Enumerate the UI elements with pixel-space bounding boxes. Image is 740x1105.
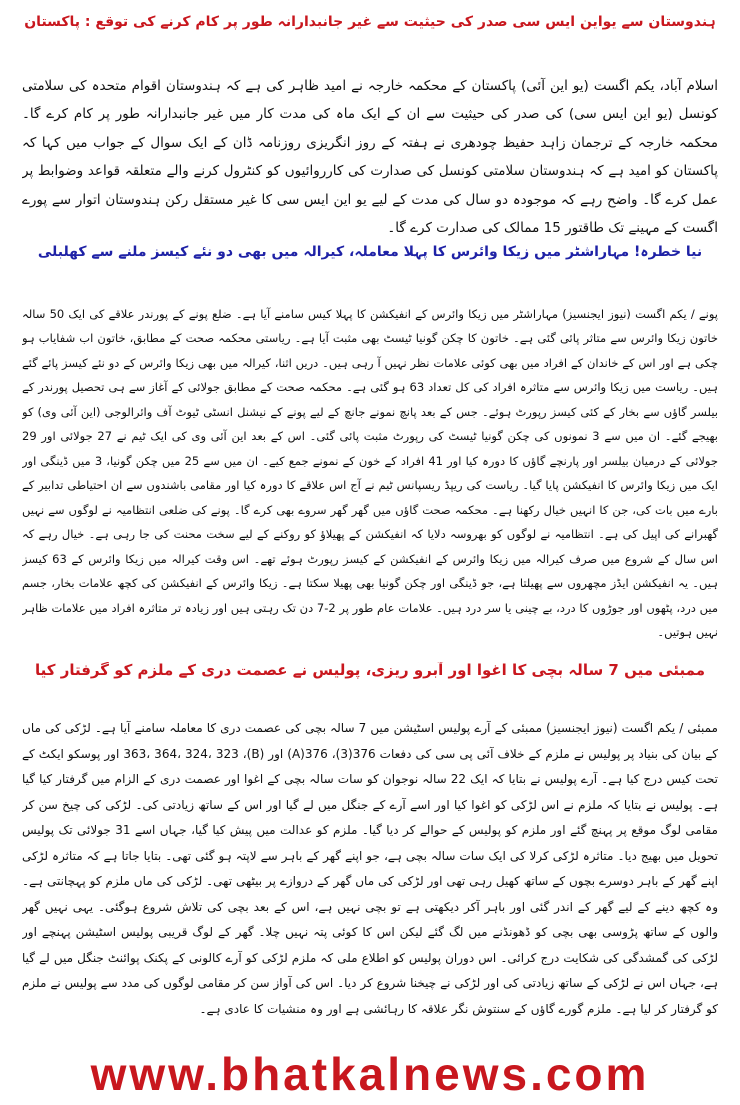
headline-zika-virus: نیا خطرہ! مہاراشٹر میں زیکا وائرس کا پہلا معاملہ، کیرالہ میں بھی دو نئے کیسز ملنے سے کھلبلی [37,245,703,261]
headline-pakistan-unsc: ہندوستان سے یواین ایس سی صدر کی حیثیت سے غیر جانبدارانہ طور پر کام کرنے کی توقع : پاکستان [24,15,716,31]
site-url-footer[interactable]: www.bhatkalnews.com [90,1048,650,1100]
article-body-mumbai-arrest: ممبئی / یکم اگست (نیوز ایجنسیز) ممبئی کے آرے پولیس اسٹیشن میں 7 سالہ بچی کی عصمت دری کا معاملہ سامنے آیا ہے۔ لڑکی کی ماں کے بیان کی بنیاد پر پولیس نے ملزم کے خلاف آئی پی سی کی دفعات 376(3)، 376(A) اور (B)، 363، 364، 324، 323 اور پوسکو ایکٹ کے تحت کیس درج کیا ہے۔ آرے پولیس نے بتایا کہ ایک 22 سالہ نوجوان کو سات سالہ بچی کے اغوا اور عصمت دری کے الزام میں گرفتار کیا گیا ہے۔ پولیس نے بتایا کہ ملزم نے اس لڑکی کو اغوا کیا اور اسے آرے کے جنگل میں لے گیا اور اس کے ساتھ زیادتی کی۔ لڑکی کی چیخ سن کر مقامی لوگ موقع پر پہنچ گئے اور ملزم کو پولیس کے حوالے کر دیا گیا۔ ملزم کو عدالت میں پیش کیا گیا، جہاں اسے 31 جولائی تک پولیس تحویل میں بھیج دیا۔ متاثرہ لڑکی کرلا کی ایک سات سالہ بچی ہے، جو اپنے گھر کے باہر سے لاپتہ ہو گئی تھی۔ بتایا جاتا ہے کہ متاثرہ لڑکی اپنے گھر کے باہر دوسرے بچوں کے ساتھ کھیل رہی تھی اور لڑکی کی ماں گھر کے دروازے پر بیٹھی تھی۔ لڑکی کی ماں ملزم کو پہچانتی ہے۔ وہ کچھ دینے کے لیے گھر کے اندر گئی اور باہر آکر دیکھتی ہے تو بچی نہیں ہے، اس کے بعد بچی کی تلاش شروع ہوگئی۔ یہی نہیں گھر والوں کے ساتھ پڑوسی بھی بچی کو ڈھونڈنے میں لگ گئے لیکن اس کا کوئی پتہ نہیں چلا۔ گھر کے لوگ قریبی پولیس اسٹیشن پہنچے اور لڑکی کی گمشدگی کی شکایت درج کرائی۔ اس دوران پولیس کو اطلاع ملی کہ ملزم لڑکی کو آرے کالونی کے پکنک پوائنٹ جنگل میں لے گیا ہے، جہاں اس نے لڑکی کے ساتھ زیادتی کی اور لڑکی نے چیخنا شروع کر دیا۔ اس کی آواز سن کر مقامی لوگوں کی مدد سے پولیس نے ملزم کو گرفتار کر لیا ہے۔ ملزم گورے گاؤں کے سنتوش نگر علاقہ کا رہائشی ہے اور وہ منشیات کا عادی ہے۔ [22,721,718,1016]
article-body-zika-virus: پونے / یکم اگست (نیوز ایجنسیز) مہاراشٹر میں زیکا وائرس کے انفیکشن کا پہلا کیس سامنے آیا ہے۔ ضلع پونے کے پورندر علاقے کی ایک 50 سالہ خاتون زیکا وائرس سے متاثر پائی گئی ہے۔ خاتون کا چکن گونیا ٹیسٹ بھی مثبت آیا ہے۔ ریاستی محکمہ صحت کے مطابق، خاتون اب شفایاب ہو چکی ہے اور اس کے خاندان کے افراد میں بھی کوئی علامات نظر نہیں آ رہی ہیں۔ دریں اثنا، کیرالہ میں بھی زیکا وائرس کے دو نئے کیسز پائے گئے ہیں۔ ریاست میں زیکا وائرس سے متاثرہ افراد کی کل تعداد 63 ہو گئی ہے۔ محکمہ صحت کے مطابق جولائی کے آغاز سے ہی تحصیل پورندر کے بیلسر گاؤں سے بخار کے کئی کیسز رپورٹ ہوئے۔ جس کے بعد پانچ نمونے جانچ کے لیے پونے کے نیشنل انسٹی ٹیوٹ آف وائرالوجی (این آئی وی) کو بھیجے گئے۔ ان میں سے 3 نمونوں کی چکن گونیا ٹیسٹ کی رپورٹ مثبت پائی گئی۔ اس کے بعد این آئی وی کی ایک ٹیم نے 27 جولائی اور 29 جولائی کے درمیان بیلسر اور پارنچے گاؤں کا دورہ کیا اور 41 افراد کے خون کے نمونے جمع کیے۔ ان میں سے 25 میں چکن گونیا، 3 میں ڈینگی اور ایک میں زیکا وائرس کا انفیکشن پایا گیا۔ ریاست کی ریپڈ ریسپانس ٹیم نے آج اس علاقے کا دورہ کیا اور مقامی باشندوں سے ان احتیاطی تدابیر کے بارے میں بات کی، جن کا انہیں خیال رکھنا ہے۔ محکمہ صحت گاؤں میں گھر گھر سروے بھی کرے گا۔ پونے کی ضلعی انتظامیہ نے لوگوں سے نہیں گھبرانے کی اپیل کی ہے۔ انتظامیہ نے لوگوں کو بھروسہ دلایا کہ انفیکشن کے پھیلاؤ کو روکنے کے لیے سخت محنت کی جا رہی ہے۔ خیال رہے کہ اس سال کے شروع میں صرف کیرالہ میں زیکا وائرس کے انفیکشن کے کیسز رپورٹ ہوئے تھے۔ اس وقت کیرالہ میں زیکا وائرس کے 63 کیسز ہیں۔ یہ انفیکشن ایڈز مچھروں سے پھیلتا ہے، جو ڈینگی اور چکن گونیا بھی پھیلا سکتا ہے۔ زیکا وائرس کے انفیکشن کی کچھ علامات بخار، جسم میں درد، پٹھوں اور جوڑوں کا درد، بے چینی یا سر درد ہیں۔ علامات عام طور پر 2-7 دن تک رہتی ہیں اور زیادہ تر متاثرہ افراد میں علامات ظاہر نہیں ہوتیں۔ [22,306,718,639]
headline-mumbai-arrest: ممبئی میں 7 سالہ بچی کا اغوا اور آبرو ریزی، پولیس نے عصمت دری کے ملزم کو گرفتار کیا [35,662,705,680]
article-body-pakistan-unsc: اسلام آباد، یکم اگست (یو این آئی) پاکستان کے محکمہ خارجہ نے امید ظاہر کی ہے کہ ہندوستان اقوام متحدہ کی سلامتی کونسل (یو این ایس سی) کی صدر کی حیثیت سے ان کے ایک ماہ کی مدت کار میں غیر جانبدارانہ طور پر کام کرے گا۔ محکمہ خارجہ کے ترجمان زاہد حفیظ چودھری نے ہفتہ کے روز انگریزی روزنامہ ڈان کے ایک سوال کے جواب میں کہا کہ پاکستان کو امید ہے کہ ہندوستان سلامتی کونسل کی صدارت کی کارروائیوں کو کنٹرول کرنے والے متعلقہ قواعد وضوابط پر عمل کرے گا۔ واضح رہے کہ موجودہ دو سال کی مدت کے لیے یو این ایس سی کا غیر مستقل رکن ہندوستان اتوار سے پورے اگست کے مہینے تک طاقتور 15 ممالک کی صدارت کرے گا۔ [22,77,718,236]
